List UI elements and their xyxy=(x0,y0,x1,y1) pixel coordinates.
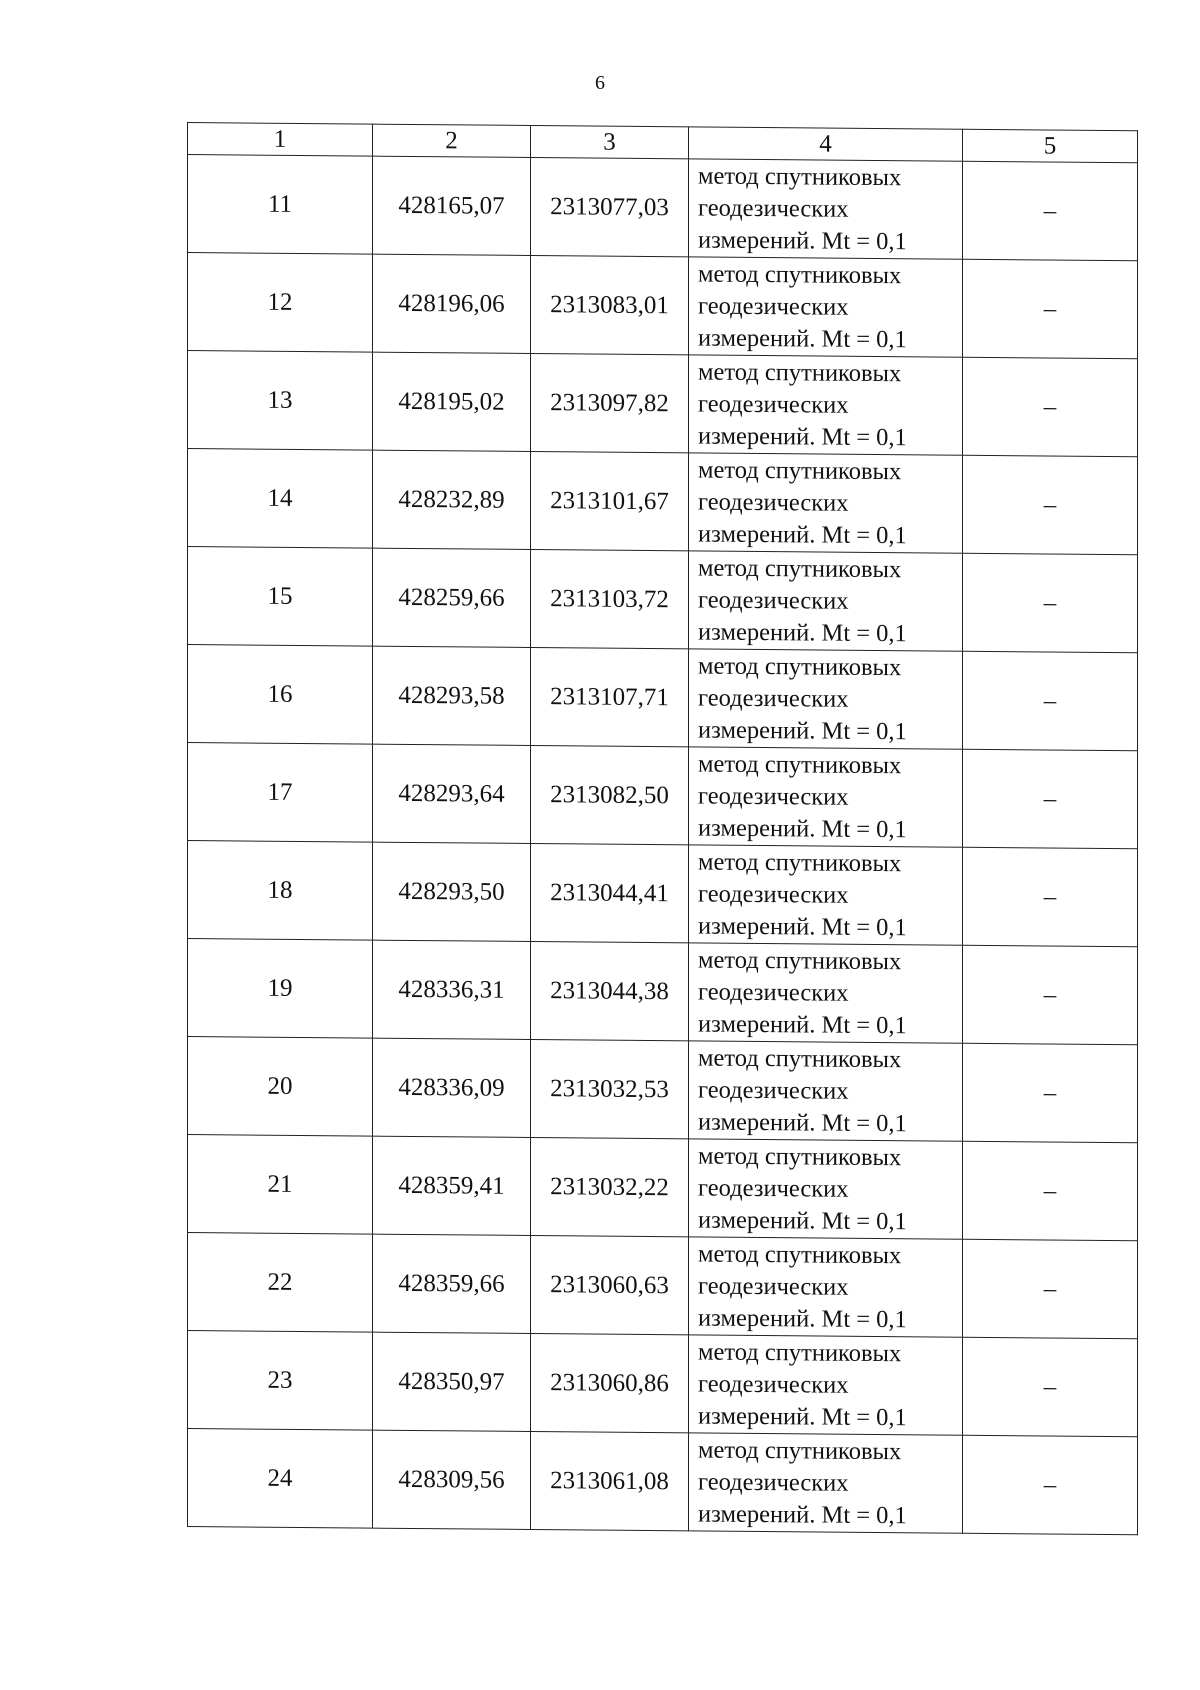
point-number-cell: 17 xyxy=(188,743,373,843)
x-coordinate-cell: 428359,41 xyxy=(373,1136,531,1235)
point-number-cell: 11 xyxy=(188,155,373,255)
method-line: измерений. Mt = 0,1 xyxy=(698,813,907,843)
column-header-3: 3 xyxy=(531,125,689,158)
method-line: измерений. Mt = 0,1 xyxy=(698,1009,907,1039)
y-coordinate-cell: 2313032,53 xyxy=(531,1039,689,1138)
method-line: измерений. Mt = 0,1 xyxy=(698,1499,907,1529)
method-line: геодезических xyxy=(698,781,849,811)
point-number-cell: 22 xyxy=(188,1233,373,1333)
method-line: измерений. Mt = 0,1 xyxy=(698,1107,907,1137)
column-header-2: 2 xyxy=(373,124,531,157)
method-line: измерений. Mt = 0,1 xyxy=(698,225,907,255)
note-cell: – xyxy=(963,161,1138,261)
y-coordinate-cell: 2313097,82 xyxy=(531,353,689,452)
y-coordinate-cell: 2313032,22 xyxy=(531,1137,689,1236)
x-coordinate-cell: 428336,09 xyxy=(373,1038,531,1137)
note-cell: – xyxy=(963,847,1138,947)
table-row xyxy=(188,1037,1138,1143)
method-cell xyxy=(689,453,963,553)
method-cell xyxy=(689,551,963,651)
y-coordinate-cell: 2313077,03 xyxy=(531,157,689,256)
note-cell: – xyxy=(963,1141,1138,1241)
table-row xyxy=(188,645,1138,751)
note-cell: – xyxy=(963,749,1138,849)
x-coordinate-cell: 428293,58 xyxy=(373,646,531,745)
point-number-cell: 21 xyxy=(188,1135,373,1235)
x-coordinate-cell: 428350,97 xyxy=(373,1332,531,1431)
method-line: измерений. Mt = 0,1 xyxy=(698,1303,907,1333)
method-line: геодезических xyxy=(698,291,849,321)
table-row xyxy=(188,1233,1138,1339)
table-row xyxy=(188,1331,1138,1437)
y-coordinate-cell: 2313061,08 xyxy=(531,1431,689,1530)
table-row xyxy=(188,253,1138,359)
table-row xyxy=(188,547,1138,653)
table-row xyxy=(188,1135,1138,1241)
note-cell: – xyxy=(963,455,1138,555)
note-cell: – xyxy=(963,1043,1138,1143)
note-cell: – xyxy=(963,357,1138,457)
method-line: геодезических xyxy=(698,487,849,517)
method-cell xyxy=(689,845,963,945)
note-cell: – xyxy=(963,553,1138,653)
note-cell: – xyxy=(963,1239,1138,1339)
point-number-cell: 12 xyxy=(188,253,373,353)
column-header-1: 1 xyxy=(188,123,373,157)
method-line: метод спутниковых xyxy=(698,161,902,191)
method-cell xyxy=(689,159,963,259)
table-row xyxy=(188,351,1138,457)
method-line: измерений. Mt = 0,1 xyxy=(698,323,907,353)
method-line: метод спутниковых xyxy=(698,357,902,387)
y-coordinate-cell: 2313060,63 xyxy=(531,1235,689,1334)
column-header-5: 5 xyxy=(963,129,1138,163)
method-line: измерений. Mt = 0,1 xyxy=(698,715,907,745)
table-row xyxy=(188,743,1138,849)
y-coordinate-cell: 2313060,86 xyxy=(531,1333,689,1432)
table-body xyxy=(188,155,1138,1535)
point-number-cell: 14 xyxy=(188,449,373,549)
table-row xyxy=(188,449,1138,555)
y-coordinate-cell: 2313082,50 xyxy=(531,745,689,844)
table-row xyxy=(188,155,1138,261)
y-coordinate-cell: 2313103,72 xyxy=(531,549,689,648)
table-row xyxy=(188,939,1138,1045)
note-cell: – xyxy=(963,1435,1138,1535)
method-line: метод спутниковых xyxy=(698,847,902,877)
x-coordinate-cell: 428359,66 xyxy=(373,1234,531,1333)
method-cell xyxy=(689,257,963,357)
method-cell xyxy=(689,1433,963,1533)
point-number-cell: 24 xyxy=(188,1429,373,1529)
method-line: измерений. Mt = 0,1 xyxy=(698,1205,907,1235)
note-cell: – xyxy=(963,259,1138,359)
note-cell: – xyxy=(963,945,1138,1045)
method-line: измерений. Mt = 0,1 xyxy=(698,911,907,941)
method-cell xyxy=(689,1041,963,1141)
method-line: измерений. Mt = 0,1 xyxy=(698,1401,907,1431)
point-number-cell: 18 xyxy=(188,841,373,941)
y-coordinate-cell: 2313044,41 xyxy=(531,843,689,942)
method-line: метод спутниковых xyxy=(698,1239,902,1269)
method-line: метод спутниковых xyxy=(698,945,902,975)
x-coordinate-cell: 428336,31 xyxy=(373,940,531,1039)
x-coordinate-cell: 428293,64 xyxy=(373,744,531,843)
x-coordinate-cell: 428309,56 xyxy=(373,1430,531,1529)
point-number-cell: 20 xyxy=(188,1037,373,1137)
method-line: геодезических xyxy=(698,1075,849,1105)
x-coordinate-cell: 428232,89 xyxy=(373,450,531,549)
method-line: метод спутниковых xyxy=(698,749,902,779)
method-cell xyxy=(689,1139,963,1239)
page-number: 6 xyxy=(595,72,605,94)
method-line: геодезических xyxy=(698,389,849,419)
note-cell: – xyxy=(963,1337,1138,1437)
method-cell xyxy=(689,943,963,1043)
method-line: метод спутниковых xyxy=(698,1435,902,1465)
method-cell xyxy=(689,1335,963,1435)
point-number-cell: 15 xyxy=(188,547,373,647)
x-coordinate-cell: 428195,02 xyxy=(373,352,531,451)
method-cell xyxy=(689,355,963,455)
method-line: метод спутниковых xyxy=(698,1141,902,1171)
method-line: измерений. Mt = 0,1 xyxy=(698,617,907,647)
point-number-cell: 19 xyxy=(188,939,373,1039)
method-line: геодезических xyxy=(698,1369,849,1399)
method-line: метод спутниковых xyxy=(698,259,902,289)
table-row xyxy=(188,1429,1138,1535)
x-coordinate-cell: 428196,06 xyxy=(373,254,531,353)
point-number-cell: 23 xyxy=(188,1331,373,1431)
method-line: измерений. Mt = 0,1 xyxy=(698,519,907,549)
coordinates-table xyxy=(187,122,1138,1535)
method-line: геодезических xyxy=(698,585,849,615)
note-cell: – xyxy=(963,651,1138,751)
column-header-4: 4 xyxy=(689,127,963,161)
method-cell xyxy=(689,649,963,749)
y-coordinate-cell: 2313101,67 xyxy=(531,451,689,550)
x-coordinate-cell: 428293,50 xyxy=(373,842,531,941)
method-cell xyxy=(689,747,963,847)
point-number-cell: 16 xyxy=(188,645,373,745)
method-line: геодезических xyxy=(698,1173,849,1203)
method-line: геодезических xyxy=(698,193,849,223)
x-coordinate-cell: 428259,66 xyxy=(373,548,531,647)
method-line: метод спутниковых xyxy=(698,553,902,583)
method-line: геодезических xyxy=(698,683,849,713)
method-cell xyxy=(689,1237,963,1337)
method-line: метод спутниковых xyxy=(698,455,902,485)
y-coordinate-cell: 2313044,38 xyxy=(531,941,689,1040)
method-line: измерений. Mt = 0,1 xyxy=(698,421,907,451)
y-coordinate-cell: 2313083,01 xyxy=(531,255,689,354)
table-row xyxy=(188,841,1138,947)
x-coordinate-cell: 428165,07 xyxy=(373,156,531,255)
method-line: геодезических xyxy=(698,1271,849,1301)
method-line: метод спутниковых xyxy=(698,1043,902,1073)
method-line: геодезических xyxy=(698,977,849,1007)
y-coordinate-cell: 2313107,71 xyxy=(531,647,689,746)
method-line: метод спутниковых xyxy=(698,651,902,681)
method-line: метод спутниковых xyxy=(698,1337,902,1367)
method-line: геодезических xyxy=(698,879,849,909)
point-number-cell: 13 xyxy=(188,351,373,451)
method-line: геодезических xyxy=(698,1467,849,1497)
